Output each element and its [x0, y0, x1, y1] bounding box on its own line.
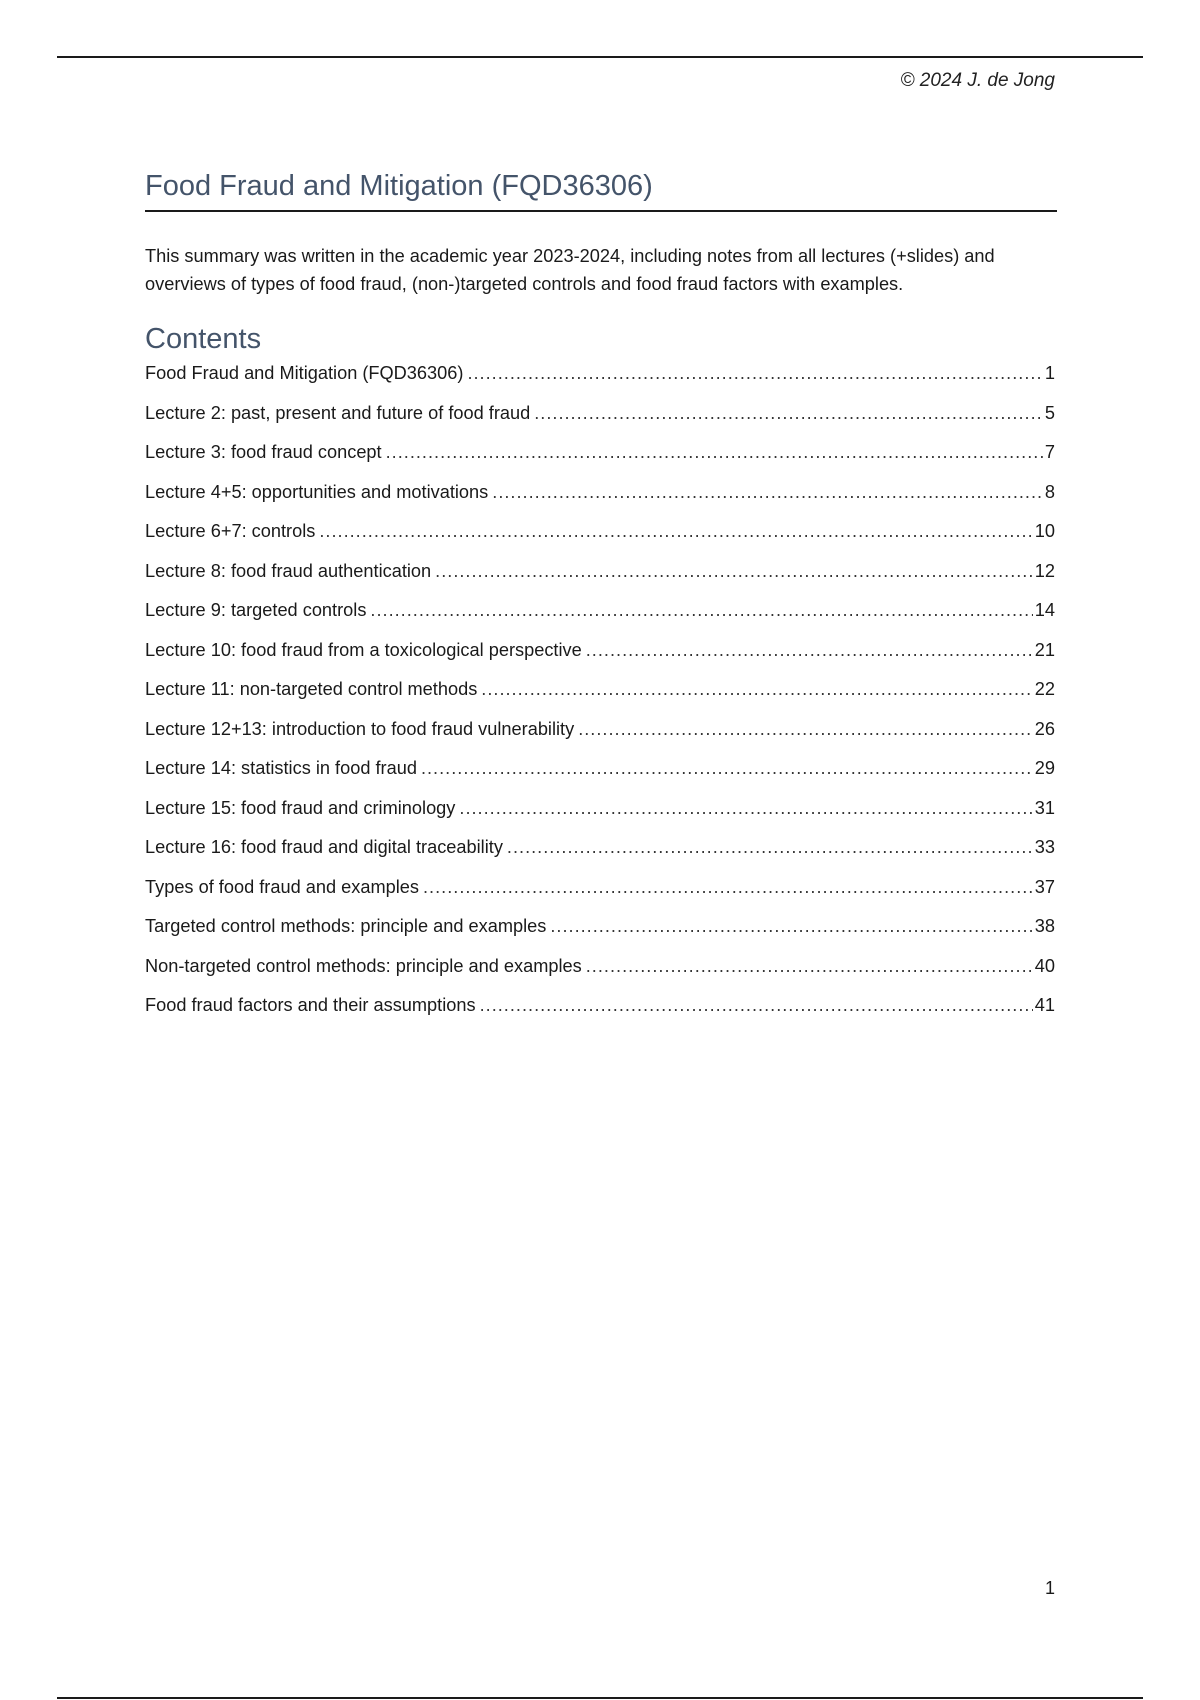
toc-item-label: Lecture 14: statistics in food fraud [145, 758, 417, 778]
toc-item-page: 31 [1034, 797, 1055, 818]
toc-item[interactable] [145, 877, 1055, 917]
toc-item-label: Lecture 2: past, present and future of food fraud [145, 402, 531, 423]
toc-item[interactable] [145, 758, 1055, 798]
toc-dot-leader [370, 600, 1032, 621]
toc-item-label: Lecture 10: food fraud from a toxicological perspective [145, 639, 582, 660]
toc-dot-leader [459, 798, 1032, 819]
toc-item[interactable] [145, 837, 1055, 877]
toc-item[interactable] [145, 600, 1055, 640]
toc-item-page: 1 [1044, 363, 1055, 383]
toc-item-page: 7 [1044, 442, 1055, 462]
toc-item-page: 12 [1034, 560, 1055, 581]
toc-item[interactable] [145, 956, 1055, 996]
toc-item-label: Lecture 12+13: introduction to food fraud vulnerability [145, 718, 575, 739]
toc-item[interactable] [145, 679, 1055, 719]
toc-item[interactable] [145, 363, 1055, 403]
table-of-contents [145, 363, 1055, 1035]
toc-item-page: 29 [1034, 758, 1055, 778]
toc-dot-leader [507, 837, 1033, 858]
toc-item-page: 5 [1044, 402, 1055, 423]
toc-dot-leader [480, 995, 1033, 1016]
toc-item-label: Targeted control methods: principle and examples [145, 916, 547, 936]
toc-dot-leader [586, 956, 1033, 977]
toc-item-label: Lecture 4+5: opportunities and motivations [145, 481, 489, 502]
toc-item-label: Lecture 16: food fraud and digital traceability [145, 837, 503, 857]
toc-dot-leader [534, 403, 1043, 424]
toc-item[interactable] [145, 521, 1055, 561]
footer-rule [57, 1697, 1143, 1699]
toc-dot-leader [319, 521, 1032, 542]
toc-dot-leader [467, 363, 1042, 384]
toc-item[interactable] [145, 482, 1055, 522]
toc-dot-leader [386, 442, 1043, 463]
toc-item-label: Lecture 9: targeted controls [145, 600, 367, 620]
toc-dot-leader [481, 679, 1032, 700]
toc-item-page: 38 [1034, 916, 1055, 936]
toc-item-page: 37 [1034, 876, 1055, 897]
toc-item[interactable] [145, 403, 1055, 443]
toc-dot-leader [550, 916, 1032, 937]
toc-item[interactable] [145, 640, 1055, 680]
contents-heading: Contents [145, 323, 262, 355]
toc-item-page: 22 [1034, 679, 1055, 699]
toc-item-page: 8 [1044, 481, 1055, 502]
toc-item-label: Lecture 15: food fraud and criminology [145, 797, 456, 818]
toc-item-label: Lecture 11: non-targeted control methods [145, 679, 478, 699]
toc-item-page: 33 [1034, 837, 1055, 857]
page-title: Food Fraud and Mitigation (FQD36306) [145, 168, 1057, 212]
toc-dot-leader [435, 561, 1033, 582]
toc-item[interactable] [145, 916, 1055, 956]
intro-paragraph: This summary was written in the academic year 2023-2024, including notes from all lectures (+slides) and overviews of types of food fraud, (non-)targeted controls and food fraud factors with examples. [145, 246, 995, 294]
toc-item-label: Food fraud factors and their assumptions [145, 995, 476, 1015]
toc-item[interactable] [145, 719, 1055, 759]
toc-dot-leader [586, 640, 1033, 661]
toc-item-page: 21 [1034, 639, 1055, 660]
toc-item-page: 40 [1034, 955, 1055, 976]
toc-item-page: 41 [1034, 995, 1055, 1015]
header-rule [57, 56, 1143, 58]
page-number: 1 [1044, 1578, 1055, 1598]
toc-dot-leader [423, 877, 1033, 898]
toc-item[interactable] [145, 798, 1055, 838]
toc-item[interactable] [145, 995, 1055, 1035]
toc-item-page: 14 [1034, 600, 1055, 620]
toc-item-label: Lecture 6+7: controls [145, 521, 316, 541]
toc-dot-leader [421, 758, 1033, 779]
toc-dot-leader [578, 719, 1033, 740]
toc-item-label: Lecture 8: food fraud authentication [145, 560, 432, 581]
copyright-notice: © 2024 J. de Jong [900, 70, 1055, 91]
toc-dot-leader [492, 482, 1043, 503]
toc-item-page: 26 [1034, 718, 1055, 739]
toc-item-label: Types of food fraud and examples [145, 876, 419, 897]
toc-item[interactable] [145, 561, 1055, 601]
toc-item-label: Lecture 3: food fraud concept [145, 442, 382, 462]
toc-item-label: Non-targeted control methods: principle and examples [145, 955, 582, 976]
toc-item-label: Food Fraud and Mitigation (FQD36306) [145, 363, 464, 383]
toc-item[interactable] [145, 442, 1055, 482]
toc-item-page: 10 [1034, 521, 1055, 541]
